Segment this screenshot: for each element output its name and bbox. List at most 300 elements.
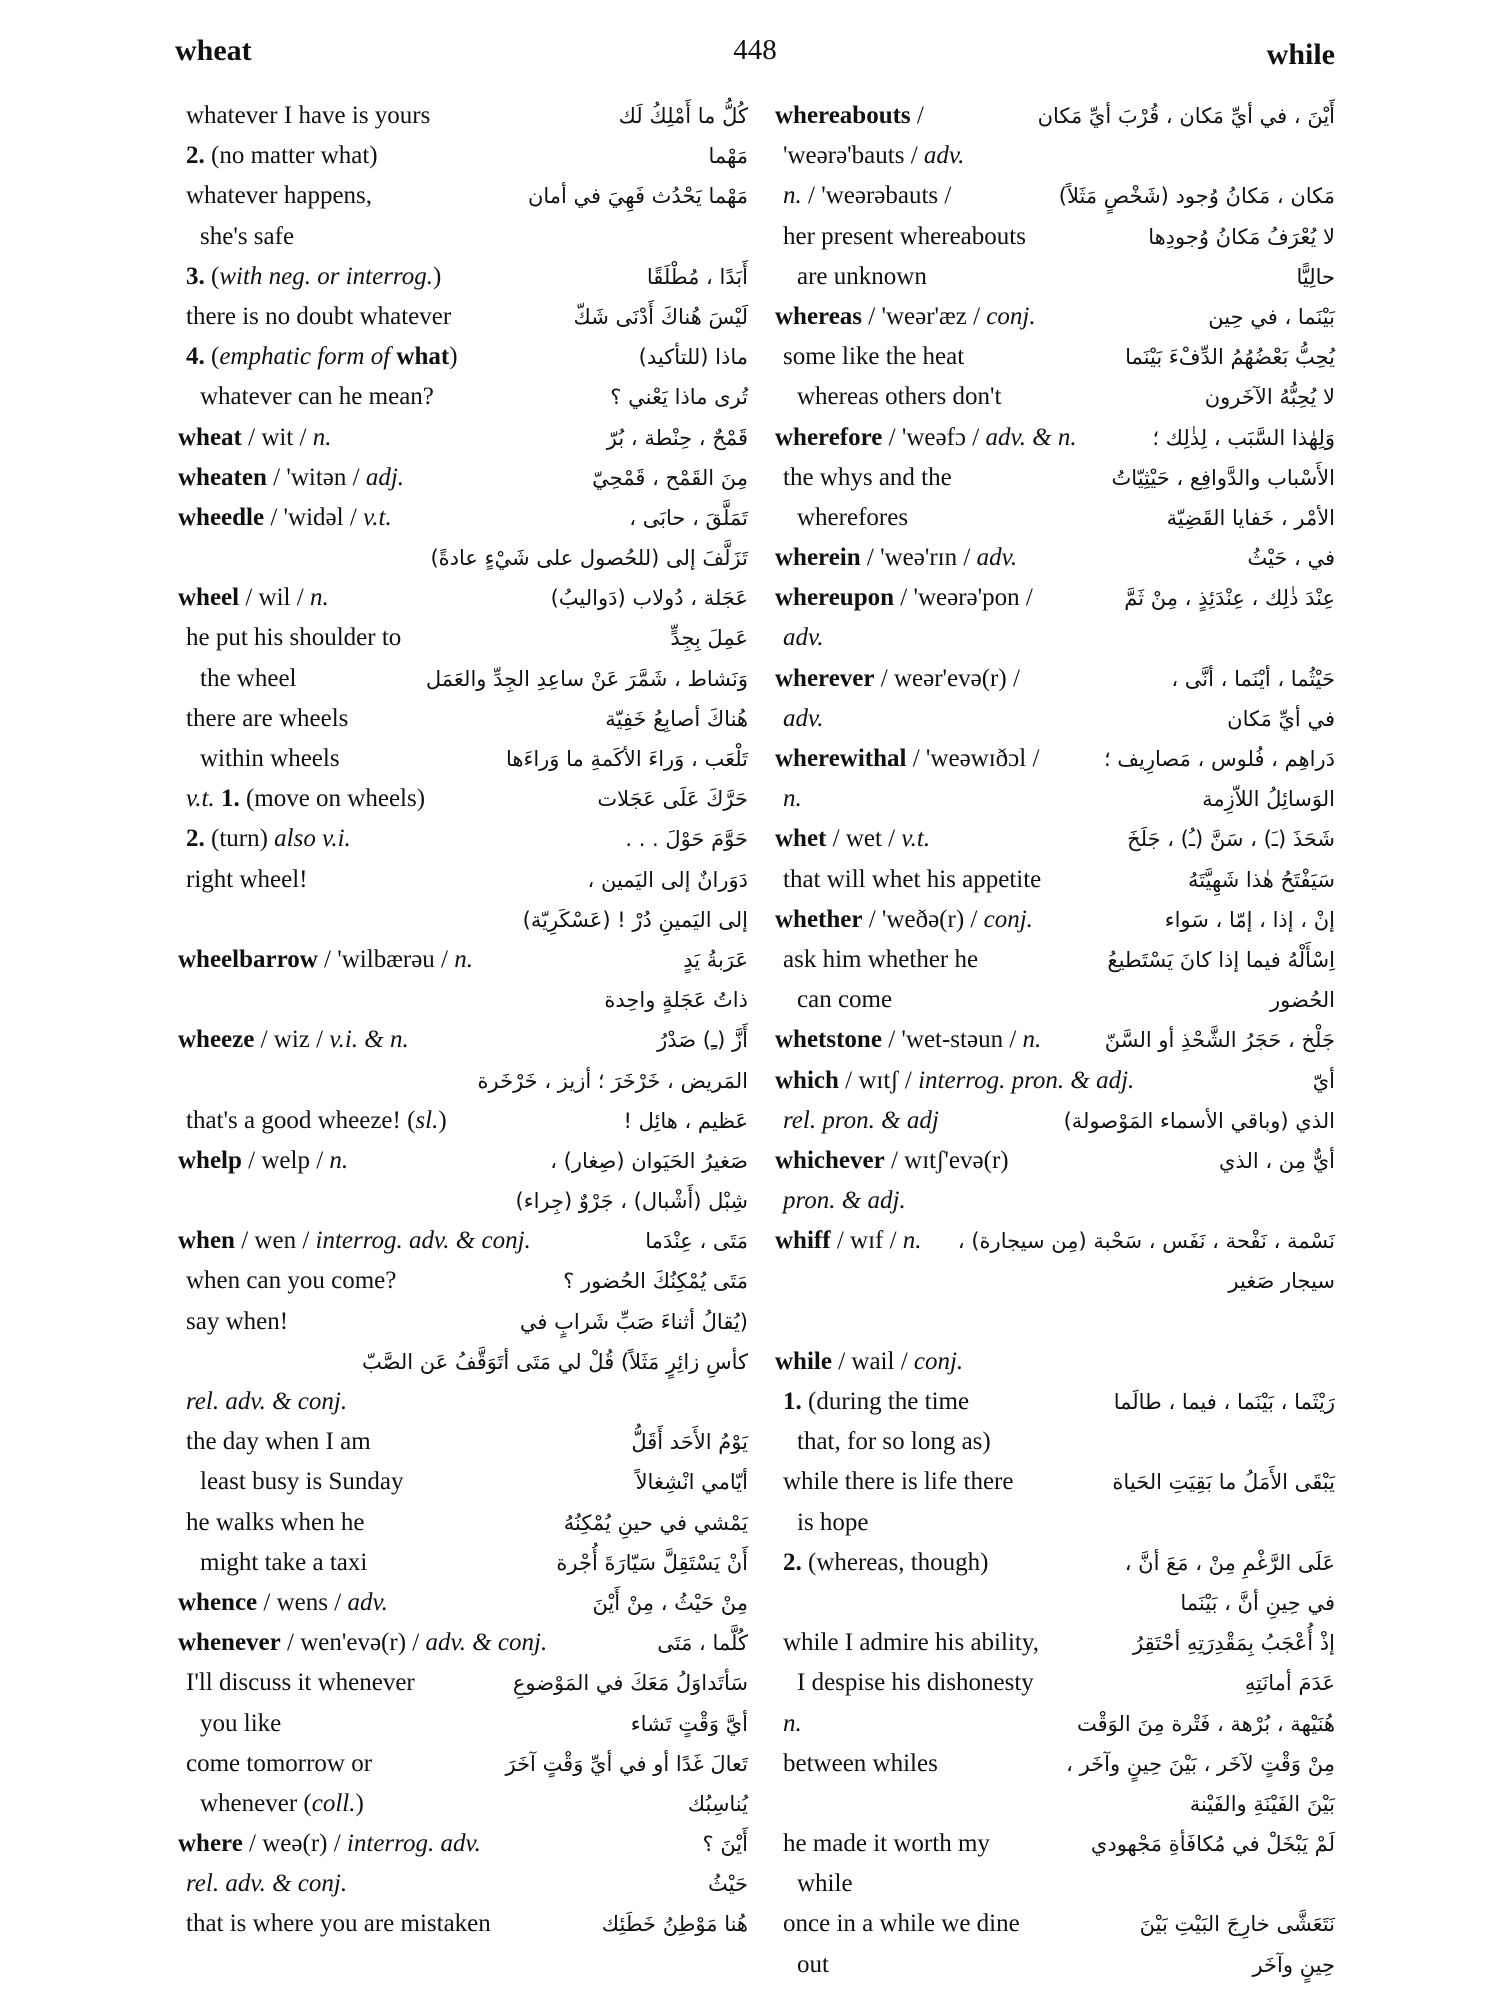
text-segment: / 'weərə'pon / [894,584,1033,612]
headword: what [396,343,450,371]
grammar-label: also v.i. [274,825,351,853]
arabic-translation: دَراهِم ، فُلوس ، مَصارِيف ؛ [1103,747,1335,771]
arabic-translation: شَحَذَ (ـَ) ، سَنَّ (ـُ) ، جَلَخَ [1127,827,1335,852]
english-text [178,136,378,176]
text-segment: he made it worth my [783,1830,990,1858]
text-segment: / 'witən / [266,463,366,491]
grammar-label: emphatic form of [219,343,391,371]
english-text [775,819,930,859]
grammar-label: rel. adv. & conj. [186,1870,348,1898]
arabic-translation: أَيْنَ ، في أيِّ مَكان ، قُرْبَ أيِّ مَكان [1037,104,1335,128]
text-segment: can come [797,986,893,1014]
arabic-translation: لَيْسَ هُناكَ أَدْنَى شَكّ [573,304,748,329]
entry-line [178,618,748,658]
text-segment: least busy is Sunday [200,1468,404,1496]
entry-line [178,940,748,980]
entry-line [178,1583,748,1623]
entry-line [178,96,748,136]
grammar-label: n. [1022,1026,1042,1054]
english-text [178,699,348,739]
entry-line [178,176,748,216]
headword: whenever [178,1629,281,1657]
arabic-translation: مَتَى ، عِنْدَما [645,1229,748,1254]
entry-line [178,1181,748,1221]
entry-line [775,1101,1335,1141]
arabic-translation: سَيَفْتَحُ هٰذا شَهِيَّتَهُ [1188,867,1335,892]
english-text [178,1543,367,1583]
entry-line [775,498,1335,538]
entry-line [775,418,1335,458]
arabic-translation: يُحِبُّ بَعْضُهُمُ الدِّفْءَ بَيْنَما [1125,345,1335,370]
arabic-translation: حَرَّكَ عَلَى عَجَلات [597,787,748,812]
entry-line [178,1101,748,1141]
entry-line [775,819,1335,859]
english-text [775,136,964,176]
arabic-translation: كأسِ زائِرٍ مَثَلاً) قُلْ لي مَتَى أتَوَقَّفُ عَن الصَّبّ [362,1349,748,1374]
arabic-translation: تُرى ماذا يَعْني ؟ [610,385,748,410]
arabic-translation: حَوَّمَ حَوْلَ . . . [625,827,748,852]
entry-line [775,458,1335,498]
grammar-label: conj. [913,1347,964,1375]
text-segment: are unknown [797,262,927,290]
text-segment: / wil / [239,584,310,612]
english-text [775,618,824,658]
text-segment: ( [204,343,220,371]
arabic-translation: مِنَ القَمْح ، قَمْحِيّ [592,465,748,490]
english-text [775,377,1001,417]
grammar-label: interrog. pron. & adj. [918,1066,1135,1094]
arabic-translation: نَتَعَشَّى خارِجَ البَيْتِ بَيْنَ [1139,1912,1335,1937]
english-text [178,1462,403,1502]
entry-line [178,1221,748,1261]
headword: whiff [775,1227,831,1255]
entry-line [178,1020,748,1060]
english-text [775,1623,1039,1663]
text-segment: / weər'evə(r) / [874,664,1020,692]
text-segment: / 'weðə(r) / [862,905,984,933]
english-text [775,458,952,498]
entry-line [775,578,1335,618]
text-segment: / weə(r) / [242,1830,347,1858]
entry-line [775,1020,1335,1060]
entry-line [178,257,748,297]
grammar-label: n. [329,1146,349,1174]
english-text [178,1503,364,1543]
headword: whereas [775,302,863,330]
entry-line [775,1904,1335,1944]
text-segment: ask him whether he [783,945,979,973]
english-text [178,1302,288,1342]
text-segment: / 'widəl / [264,503,364,531]
arabic-translation: ماذا (للتأكيد) [638,345,748,370]
entry-line [178,1462,748,1502]
arabic-translation: بَيْنَ الفَيْنَةِ والفَيْنة [1189,1791,1335,1816]
text-segment: say when! [186,1307,289,1335]
entry-line [178,1061,748,1101]
grammar-label: adv. [347,1588,388,1616]
headword: when [178,1227,235,1255]
text-segment: that, for so long as) [797,1428,991,1456]
arabic-translation: أيّامي انْشِغالاً [635,1470,748,1495]
arabic-translation: إلى اليَمينِ دُرْ ! (عَسْكَرِيّة) [522,907,748,932]
arabic-translation: عَجَلة ، دُولاب (دَواليبُ) [550,586,748,611]
arabic-translation: شِبْل (أَشْبال) ، جَرْوٌ (جِراء) [515,1189,748,1214]
text-segment: come tomorrow or [186,1749,373,1777]
grammar-label: adj. [365,463,405,491]
entry-line [775,980,1335,1020]
english-text [178,1382,347,1422]
arabic-translation: قَمْحٌ ، حِنْطة ، بُرّ [606,425,748,450]
english-text [178,1101,447,1141]
entry-line [775,297,1335,337]
text-segment: (whereas, though) [801,1548,989,1576]
english-text [178,1623,547,1663]
text-segment: ( [204,262,220,290]
english-text [178,1663,415,1703]
text-segment: when can you come? [186,1267,397,1295]
headword: whelp [178,1146,242,1174]
text-segment: ) [433,262,442,290]
english-text [775,337,964,377]
entry-line [178,377,748,417]
text-segment: / 'weəfɔ / [882,423,986,451]
entry-line [178,1864,748,1904]
entry-line [775,940,1335,980]
english-text [775,1141,1009,1181]
entry-line [775,1704,1335,1744]
entry-line [178,1543,748,1583]
english-text [178,819,351,859]
grammar-label: v.i. & n. [329,1026,409,1054]
english-text [775,1904,1020,1944]
entry-line [775,900,1335,940]
entry-line [775,1744,1335,1784]
arabic-translation: عَرَبةُ يَدٍ [683,947,748,972]
text-segment: / 'weə'rɪn / [860,544,977,572]
text-segment: her present whereabouts [783,222,1026,250]
arabic-translation: أَنْ يَسْتَقِلَّ سَيّارَةَ أُجْرة [556,1550,748,1575]
text-segment: that's a good wheeze! ( [186,1106,416,1134]
arabic-translation: (يُقالُ أثناءَ صَبِّ شَرابٍ في [519,1309,748,1334]
entry-line [775,779,1335,819]
english-text [178,96,430,136]
headword: wheat [178,423,242,451]
text-segment: / 'wilbærəu / [317,945,455,973]
arabic-translation: أَبَدًا ، مُطْلَقًا [646,264,748,289]
entry-line [775,538,1335,578]
text-segment: / wens / [257,1588,348,1616]
text-segment: right wheel! [186,865,308,893]
text-segment: / 'weərəbauts / [801,182,952,210]
text-segment: is hope [797,1508,869,1536]
english-text [178,1221,531,1261]
arabic-translation: رَيْثَما ، بَيْنَما ، فيما ، طالَما [1113,1390,1335,1414]
grammar-label: adv. [923,142,965,170]
entry-line [178,739,748,779]
english-text [775,1462,1013,1502]
entry-line [775,1221,1335,1261]
text-segment: while I admire his ability, [783,1629,1039,1657]
english-text [775,1864,853,1904]
arabic-translation: سيجار صَغير [1228,1269,1335,1294]
entry-line [775,1945,1335,1985]
grammar-label: conj. [983,905,1033,933]
grammar-label: n. [902,1227,922,1255]
arabic-translation: المَريض ، خَرْخَرَ ؛ أزيز ، خَرْخَرة [477,1068,748,1093]
text-segment: that will whet his appetite [783,865,1042,893]
entry-line [178,136,748,176]
entry-line [178,779,748,819]
text-segment: / 'weər'æz / [862,302,987,330]
english-text [178,176,372,216]
english-text [775,1020,1041,1060]
text-segment: / 'weəwɪðɔl / [906,745,1040,772]
headword: 1. [783,1388,802,1415]
entry-line [775,1422,1335,1462]
english-text [178,418,331,458]
english-text [775,96,924,136]
english-text [178,618,401,658]
english-text [775,498,908,538]
arabic-translation: هُنا مَوْطِنُ خَطَئِك [601,1912,748,1937]
arabic-translation: ذاتُ عَجَلةٍ واحِدة [604,988,748,1013]
grammar-label: n. [454,945,473,973]
text-segment: while there is life there [783,1468,1014,1496]
arabic-translation: عِنْدَ ذٰلِك ، عِنْدَئِذٍ ، مِنْ ثَمَّ [1124,586,1335,611]
entry-line [775,1503,1335,1543]
arabic-translation: في ، حَيْثُ [1247,546,1335,571]
entry-line [178,1342,748,1382]
entry-line [775,699,1335,739]
entry-line [178,337,748,377]
arabic-translation: أيَّ وَقْتٍ تَشاء [630,1711,748,1736]
text-segment: whenever ( [200,1789,312,1817]
arabic-translation: تَعالَ غَدًا أو في أيِّ وَقْتٍ آخَرَ [505,1751,748,1776]
entry-line [775,1784,1335,1824]
text-segment: whatever can he mean? [200,383,434,411]
text-segment: (turn) [204,825,275,853]
entry-line [178,659,748,699]
english-text [178,1784,364,1824]
text-segment: I'll discuss it whenever [186,1669,415,1697]
arabic-translation: كُلُّ ما أَمْلِكُ لَك [618,104,748,128]
english-text [775,779,802,819]
arabic-translation: يَبْقَى الأَمَلُ ما بَقِيَتِ الحَياة [1112,1470,1335,1495]
headword: 2. [186,825,205,853]
grammar-label: v.t. [363,503,392,531]
arabic-translation: لا يُحِبُّهُ الآخَرون [1204,385,1335,410]
arabic-translation: مِنْ حَيْثُ ، مِنْ أَيْنَ [592,1590,748,1615]
text-segment: once in a while we dine [783,1910,1020,1938]
entry-line [775,1583,1335,1623]
text-segment: / wen / [234,1227,316,1255]
text-segment: the wheel [200,664,297,692]
text-segment: that is where you are mistaken [186,1910,491,1938]
text-segment: / wiz / [254,1026,330,1054]
entry-line [775,659,1335,699]
english-text [178,377,434,417]
english-text [775,1101,939,1141]
text-segment: there are wheels [186,704,349,732]
grammar-label: with neg. or interrog. [219,262,433,290]
entry-line [178,1422,748,1462]
text-segment: within wheels [200,745,340,772]
text-segment: might take a taxi [200,1548,368,1576]
text-segment: ) [438,1106,447,1134]
arabic-translation: عَلَى الرَّغْمِ مِنْ ، مَعَ أنَّ ، [1124,1550,1335,1575]
grammar-label: rel. adv. & conj. [186,1388,348,1415]
headword: wheaten [178,463,267,491]
text-segment: / [910,102,924,129]
text-segment: he walks when he [186,1508,365,1536]
entry-line [178,1784,748,1824]
arabic-translation: أَيْنَ ؟ [702,1832,748,1857]
english-text [775,257,927,297]
text-segment: 'weərə'bauts / [783,142,924,170]
english-text [775,297,1036,337]
english-text [775,1824,990,1864]
arabic-translation: مَتَى يُمْكِنُكَ الحُضور ؟ [563,1269,748,1294]
arabic-translation: تَمَلَّقَ ، حابَى ، [629,505,748,530]
arabic-translation: حَيْثُ [708,1872,748,1897]
arabic-translation: عَظيم ، هائِل ! [623,1108,748,1133]
headword: whet [775,825,827,853]
arabic-translation: لَمْ يَبْخَلْ في مُكافَأةِ مَجْهودي [1090,1832,1335,1857]
arabic-translation: وَلِهٰذا السَّبَب ، لِذٰلِك ؛ [1152,425,1335,450]
entry-line [775,1141,1335,1181]
text-segment: there is no doubt whatever [186,302,452,330]
arabic-translation: حالِيًّا [1296,264,1335,289]
english-text [775,1382,969,1422]
english-text [775,1221,922,1261]
arabic-translation: جَلْخ ، حَجَرُ الشَّحْذِ أو السَّنّ [1104,1028,1335,1053]
entry-line [178,1744,748,1784]
english-text [178,1904,491,1944]
text-segment: while [797,1870,853,1898]
english-text [178,1422,371,1462]
entry-line [178,418,748,458]
entry-line [178,1382,748,1422]
arabic-translation: الذي (وباقي الأسماء المَوْصولة) [1063,1108,1335,1133]
arabic-translation: سَأتَداوَلُ مَعَكَ في المَوْضوعِ [512,1671,748,1696]
entry-line [178,217,748,257]
headword: wherewithal [775,745,907,772]
english-text [178,739,340,779]
english-text [178,1261,396,1301]
english-text [178,1583,388,1623]
arabic-translation: أيّ [1312,1068,1335,1093]
entry-line [775,257,1335,297]
headword: whetstone [775,1026,882,1054]
arabic-translation: أَزَّ (ـِ) صَدْرُ [657,1028,748,1053]
english-text [775,980,892,1020]
headword: wheelbarrow [178,945,318,973]
english-text [178,860,307,900]
entry-line [775,1382,1335,1422]
english-text [775,1704,802,1744]
text-segment: (during the time [801,1388,970,1415]
entry-line [178,1503,748,1543]
text-segment: out [797,1950,829,1978]
english-text [775,1181,906,1221]
headword: 1. [220,785,240,813]
headword: 2. [186,142,205,170]
headword: whereupon [775,584,895,612]
text-segment: she's safe [200,222,295,250]
text-segment: (move on wheels) [239,785,426,813]
entry-line [178,1663,748,1703]
arabic-translation: كُلَّما ، مَتَى [657,1631,748,1656]
left-column [178,96,748,1945]
text-segment: / 'wet-stəun / [881,1026,1023,1054]
grammar-label: sl. [415,1106,439,1134]
headword: wherever [775,664,875,692]
entry-line [775,1462,1335,1502]
english-text [178,779,425,819]
arabic-translation: أيٌّ مِن ، الذي [1218,1148,1335,1173]
arabic-translation: تَلْعَب ، وَراءَ الأكَمةِ ما وَراءَها [505,747,748,771]
grammar-label: n. [783,1709,802,1737]
grammar-label: adv. & n. [985,423,1077,451]
entry-line [775,96,1335,136]
text-segment: the whys and the [783,463,952,491]
english-text [775,900,1033,940]
english-text [775,1422,991,1462]
text-segment: between whiles [783,1749,938,1777]
text-segment: / wail / [831,1347,914,1375]
entry-line [775,739,1335,779]
entry-line [775,377,1335,417]
grammar-label: v.t. [186,785,215,813]
arabic-translation: مَكان ، مَكانُ وُجود (شَخْصٍ مَثَلاً) [1058,184,1335,209]
english-text [775,940,978,980]
grammar-label: adv. [976,544,1018,572]
arabic-translation: وَنَشاط ، شَمَّرَ عَنْ ساعِدِ الجِدِّ والعَمَل [425,666,748,691]
headword: where [178,1830,243,1858]
grammar-label: coll. [311,1789,356,1817]
text-segment: (no matter what) [204,142,378,170]
text-segment: / wɪf / [830,1227,903,1255]
grammar-label: adv. [783,704,824,732]
arabic-translation: هُنَيْهة ، بُرْهة ، فَتْرة مِنَ الوَقْت [1077,1711,1335,1736]
text-segment: / wɪtʃ / [838,1066,919,1094]
entry-line [178,1623,748,1663]
arabic-translation: حَيْثُما ، أيْنَما ، أنَّى ، [1171,666,1335,691]
headword: while [775,1347,832,1375]
arabic-translation: الحُضور [1270,988,1335,1013]
entry-line [775,1342,1335,1382]
grammar-label: adv. & conj. [425,1629,548,1657]
headword: wheedle [178,503,265,531]
english-text [178,337,458,377]
english-text [775,699,824,739]
english-text [178,297,451,337]
entry-line [775,1302,1335,1342]
entry-line [775,337,1335,377]
text-segment: / wet / [826,825,902,853]
english-text [775,1945,829,1985]
entry-line [775,1543,1335,1583]
grammar-label: rel. pron. & adj [783,1106,939,1134]
entry-line [178,297,748,337]
english-text [178,1824,481,1864]
entry-line [775,136,1335,176]
text-segment: / welp / [241,1146,330,1174]
entry-line [178,498,748,538]
text-segment: ) [449,343,458,371]
page-number: 448 [733,34,777,66]
grammar-label: adv. [783,624,824,652]
